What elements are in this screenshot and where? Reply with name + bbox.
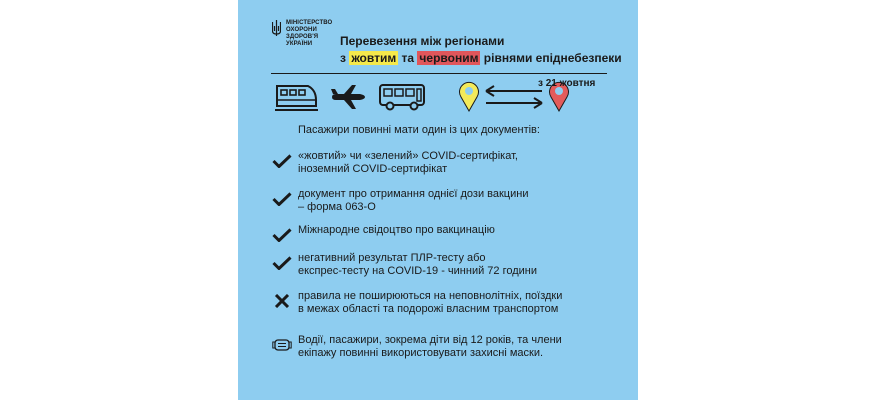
map-pin-yellow-icon [458, 80, 480, 112]
two-way-arrows-icon [484, 84, 544, 110]
page-title: Перевезення між регіонами з жовтим та червоним рівнями епіднебезпеки [340, 34, 622, 65]
documents-intro: Пасажири повинні мати один із цих документів: [298, 124, 540, 136]
list-item: «жовтий» чи «зелений» COVID-сертифікат, іноземний COVID-сертифікат [272, 150, 612, 176]
poster [238, 0, 638, 400]
train-icon [274, 82, 318, 112]
ministry-logo [272, 20, 346, 48]
ministry-name: МІНІСТЕРСТВО ОХОРОНИ ЗДОРОВ'Я УКРАЇНИ [286, 20, 333, 47]
mask-icon [272, 338, 292, 352]
check-icon [272, 228, 292, 242]
cross-icon [272, 294, 292, 308]
list-item: Міжнародне свідоцтво про вакцинацію [272, 224, 612, 242]
check-icon [272, 192, 292, 206]
red-highlight: червоним [419, 51, 479, 65]
check-icon [272, 154, 292, 168]
yellow-highlight: жовтим [351, 51, 397, 65]
divider [271, 73, 607, 74]
start-date: з 21 жовтня [538, 78, 596, 89]
check-icon [272, 256, 292, 270]
airplane-icon [330, 84, 366, 110]
bus-icon [378, 82, 426, 112]
list-item: Водії, пасажири, зокрема діти від 12 років, та члени екіпажу повинні використовувати захисні маски. [272, 334, 612, 360]
list-item: правила не поширюються на неповнолітніх, поїздки в межах області та подорожі власним транспортом [272, 290, 612, 316]
list-item: документ про отримання однієї дози вакцини – форма 063-О [272, 188, 612, 214]
list-item: негативний результат ПЛР-тесту або експрес-тесту на COVID-19 - чинний 72 години [272, 252, 612, 278]
trident-icon [272, 20, 281, 36]
